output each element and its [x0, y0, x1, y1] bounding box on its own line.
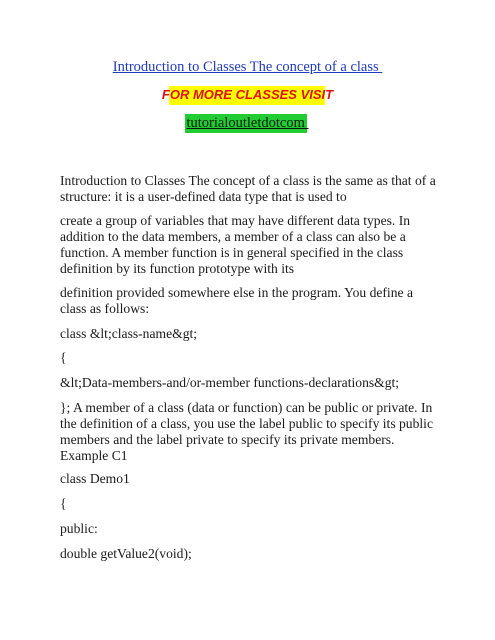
paragraph-definition: definition provided somewhere else in the program. You define a class as follows: — [60, 285, 413, 316]
code-method: double getValue2(void); — [60, 546, 192, 561]
site-link[interactable]: tutorialoutletdotcom — [186, 115, 309, 131]
code-open-brace: { — [60, 350, 67, 365]
paragraph-access: }; A member of a class (data or function) can be public or private. In the definition of a class, you use the label public to specify its public members and the label private to specify its private members. Example C1 — [60, 400, 433, 463]
code-class-header: class &lt;class-name&gt; — [60, 326, 198, 341]
paragraph-intro: Introduction to Classes The concept of a class is the same as that of a structure: it is a user-defined data type that is used to — [60, 173, 436, 204]
code-members: &lt;Data-members-and/or-member functions-declarations&gt; — [60, 375, 400, 390]
code-public: public: — [60, 521, 98, 536]
document-title[interactable]: Introduction to Classes The concept of a class — [112, 59, 383, 75]
paragraph-data-types: create a group of variables that may have different data types. In addition to the data members, a member of a class can also be a function. A member function is in general specified in the class definition by its function prototype with its — [60, 213, 411, 276]
promo-text: FOR MORE CLASSES VISIT — [161, 87, 334, 102]
code-open-brace-2: { — [60, 496, 67, 511]
code-class-demo: class Demo1 — [60, 471, 130, 486]
